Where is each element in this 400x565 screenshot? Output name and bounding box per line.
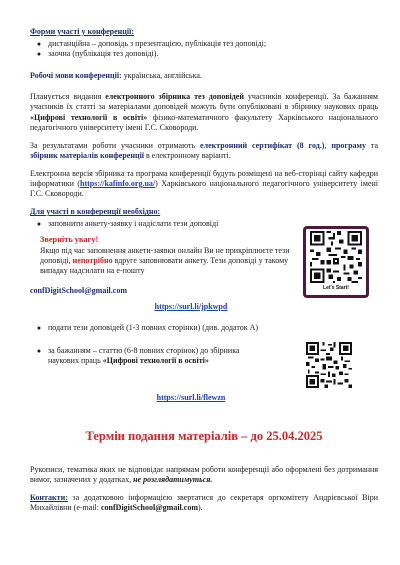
rejection-paragraph xyxy=(30,465,378,485)
contacts-text: ). xyxy=(198,502,203,512)
contacts-label: Контакти: xyxy=(30,492,68,502)
forms-item-text: заочна (публікація тез доповіді). xyxy=(48,49,159,59)
warning-text xyxy=(40,246,298,276)
article-text: за бажанням – статтю (6-8 повних сторінок) до збірника наукових праць xyxy=(48,346,240,366)
bullet-icon: ● xyxy=(36,220,42,229)
journal-name: «Цифрові технології в освіті» xyxy=(30,112,148,122)
electronic-text: Електронна версія збірника та програма конференції будуть розміщені на веб-сторінці сайту кафедри інформатики ( xyxy=(30,168,378,189)
languages-paragraph xyxy=(30,71,378,81)
article-link-row xyxy=(30,393,352,403)
participation-item-abstracts xyxy=(30,323,352,333)
kafinfo-link[interactable]: https://kafinfo.org.ua/ xyxy=(80,179,156,189)
planned-text: учасників конференції. За бажанням учасників їх статті за матеріалами доповідей можуть бути опубліковані в збірнику наукових праць xyxy=(30,92,378,112)
contacts-text: за додатковою інформацією звертатися до секретаря оргкомітету Андрієвської Віри Михайлівни (e-mail: xyxy=(30,492,378,512)
journal-name: «Цифрові технології в освіті» xyxy=(102,356,209,366)
bullet-icon: ● xyxy=(36,347,42,356)
planned-text: фізико-математичного факультету Харківського національного педагогічного університету імені Г.С. Сковороди. xyxy=(30,112,378,132)
bullet-icon: ● xyxy=(36,40,42,49)
bullet-icon: ● xyxy=(36,50,42,59)
cert-text: , xyxy=(324,140,332,150)
planned-bold: електронного збірника тез доповідей xyxy=(105,92,244,102)
cert-proceedings: збірник матеріалів конференції xyxy=(30,150,145,160)
languages-text: українська, англійська. xyxy=(121,71,202,81)
participation-item-form xyxy=(30,219,285,229)
qr-code-article[interactable] xyxy=(306,342,352,388)
rejection-text: Рукописи, тематика яких не відповідає напрямам роботи конференції або оформлені без дотримання вимог, зазначених у додатках, xyxy=(30,465,378,485)
planned-text: Планується видання xyxy=(30,92,106,102)
contacts-paragraph xyxy=(30,493,378,513)
forms-section xyxy=(30,27,378,59)
forms-item-correspondence xyxy=(30,49,378,59)
warning-body: Якщо під час заповнення анкети-заявки онлайн Ви не прикріплюєте тези доповіді, xyxy=(40,245,290,265)
cert-text: в електронному варіанті. xyxy=(144,150,231,160)
contact-email[interactable]: confDigitSchool@gmail.com xyxy=(30,285,127,295)
certificate-paragraph xyxy=(30,141,378,161)
forms-item-remote xyxy=(30,39,378,49)
bullet-icon: ● xyxy=(36,323,42,332)
rejection-emphasis: не розглядатимуться. xyxy=(133,475,213,485)
participation-item-article xyxy=(30,346,270,366)
article-link[interactable]: https://surl.li/flewzn xyxy=(156,393,226,403)
deadline-heading: Термін подання матеріалів – до 25.04.2025 xyxy=(85,428,323,443)
cert-program: програму xyxy=(331,140,366,150)
qr-code-icon xyxy=(306,342,352,388)
warning-block xyxy=(30,235,298,275)
participation-item-text: заповнити анкету-заявку і надіслати тези доповіді xyxy=(48,219,219,229)
cert-bold: електронний сертифікат (8 год.) xyxy=(200,140,325,150)
warning-body: вдруге заповнювати анкету. Тези доповіді у такому випадку надсилати на e-пошту xyxy=(40,255,289,275)
warning-title: Зверніть увагу! xyxy=(40,235,99,245)
contacts-email[interactable]: confDigitSchool@gmail.com xyxy=(101,502,198,512)
qr-code-form[interactable] xyxy=(303,226,369,298)
forms-title: Форми участі у конференції: xyxy=(30,27,134,36)
participation-item-text xyxy=(48,346,270,366)
electronic-text: ) Харківського національного педагогічного університету імені Г.С. Сковороди. xyxy=(30,179,378,199)
planned-paragraph xyxy=(30,92,378,132)
form-link-row xyxy=(30,302,352,312)
languages-label: Робочі мови конференції: xyxy=(30,71,122,81)
participation-item-text: подати тези доповідей (1-3 повних сторінки) (див. додаток А) xyxy=(48,322,259,332)
electronic-paragraph xyxy=(30,169,378,199)
cert-text: та xyxy=(365,140,379,150)
warning-emphasis: непотрібно xyxy=(72,255,113,265)
cert-text: За результатами роботи учасники отримають xyxy=(30,140,201,150)
form-link[interactable]: https://surl.li/jpkwpd xyxy=(154,301,228,311)
forms-item-text: дистанційна – доповідь з презентацією, публікація тез доповіді; xyxy=(48,39,267,49)
qr-code-icon xyxy=(306,229,366,285)
qr-caption: Let's Start! xyxy=(323,285,349,291)
participation-title: Для участі в конференції необхідно: xyxy=(30,207,161,217)
